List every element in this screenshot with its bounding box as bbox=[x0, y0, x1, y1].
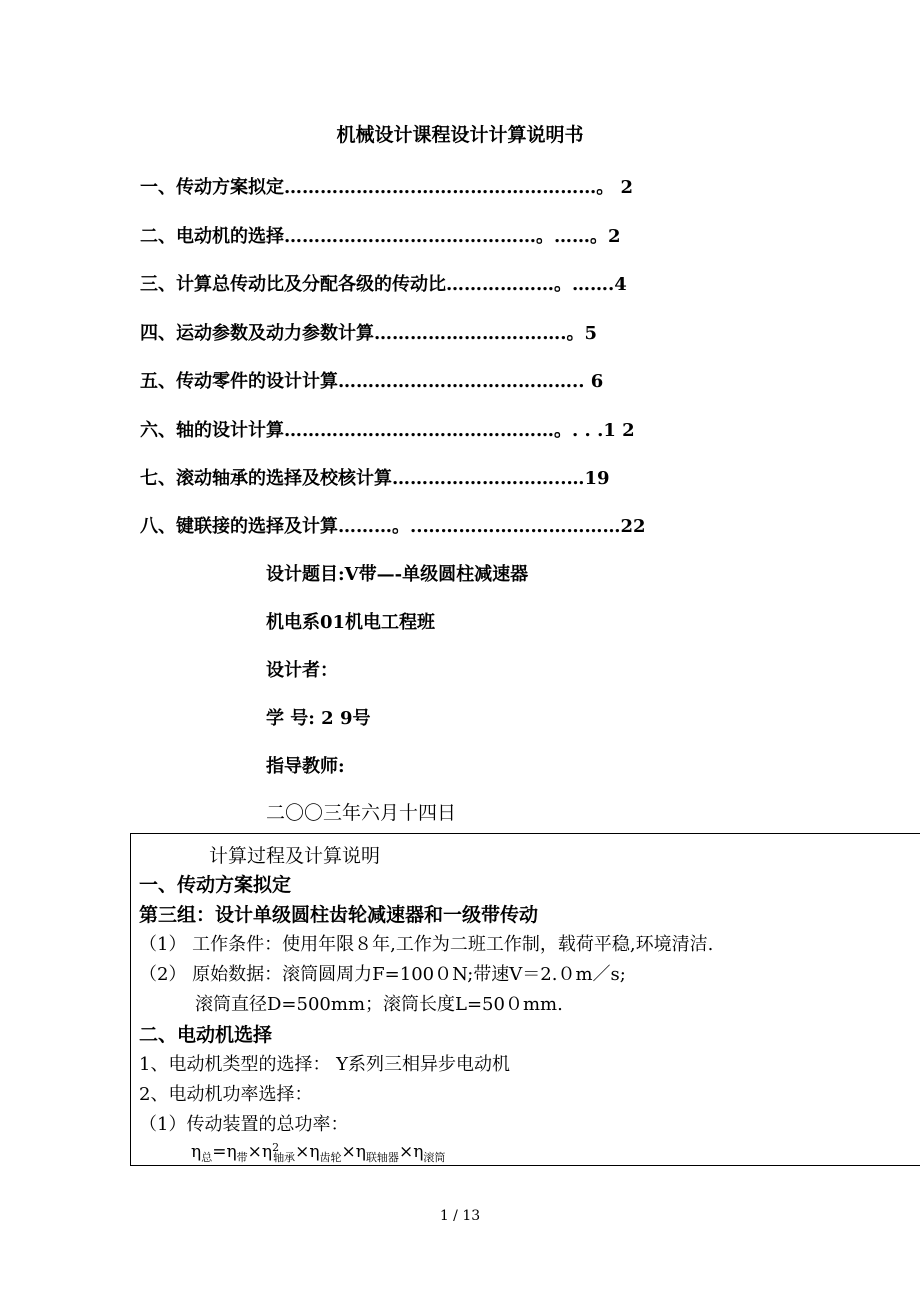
eta-symbol: η bbox=[191, 1142, 202, 1162]
eta-symbol: η bbox=[261, 1142, 273, 1162]
subscript: 滚筒 bbox=[423, 1151, 446, 1164]
efficiency-formula bbox=[191, 1141, 445, 1165]
design-subject: 设计题目:V带—-单级圆柱减速器 bbox=[266, 564, 529, 585]
toc-item: 四、运动参数及动力参数计算…………………….…….。5 bbox=[140, 323, 598, 344]
section-title: 一、传动方案拟定 bbox=[139, 874, 292, 896]
times: × bbox=[341, 1142, 356, 1162]
student-number: 学 号: 2 9号 bbox=[266, 708, 371, 729]
eta-symbol: η bbox=[226, 1142, 237, 1162]
calculation-table bbox=[130, 833, 920, 1166]
total-efficiency-label: （1）传动装置的总功率： bbox=[139, 1114, 349, 1135]
eta-symbol: η bbox=[413, 1142, 424, 1162]
toc-item: 五、传动零件的设计计算………………………………….. 6 bbox=[140, 371, 604, 392]
page-number: 1 / 13 bbox=[439, 1208, 481, 1224]
date: 二〇〇三年六月十四日 bbox=[266, 802, 457, 824]
subscript: 带 bbox=[236, 1151, 248, 1164]
toc-item: 八、键联接的选择及计算………。..……………………………22 bbox=[140, 516, 646, 537]
raw-data: （2） 原始数据：滚筒圆周力F=100０N;带速V＝2.０m／s; bbox=[139, 964, 626, 985]
toc-item: 六、轴的设计计算………………………………………。. . .1 2 bbox=[140, 420, 635, 441]
subscript: 齿轮 bbox=[319, 1151, 342, 1164]
section-title: 二、电动机选择 bbox=[139, 1024, 273, 1046]
page-title: 机械设计课程设计计算说明书 bbox=[336, 124, 584, 146]
raw-data-continued: 滚筒直径D=500mm；滚筒长度L=50０mm. bbox=[195, 994, 563, 1015]
toc-item: 七、滚动轴承的选择及校核计算………………………..…19 bbox=[140, 468, 610, 489]
subscript: 轴承 bbox=[273, 1151, 296, 1164]
motor-power: 2、电动机功率选择： bbox=[139, 1084, 313, 1105]
eta-symbol: η bbox=[309, 1142, 320, 1162]
subscript: 总 bbox=[201, 1151, 213, 1164]
work-conditions: （1） 工作条件：使用年限８年,工作为二班工作制，载荷平稳,环境清洁. bbox=[139, 934, 714, 955]
designer-label: 设计者： bbox=[266, 660, 338, 681]
toc-item: 二、电动机的选择……………………………………。……。2 bbox=[140, 226, 621, 247]
superscript: 2 bbox=[272, 1141, 280, 1154]
times: × bbox=[295, 1142, 310, 1162]
toc-item: 一、传动方案拟定………………….…………………………。 2 bbox=[140, 177, 634, 198]
advisor-label: 指导教师: bbox=[266, 756, 345, 777]
motor-type: 1、电动机类型的选择： Y系列三相异步电动机 bbox=[139, 1054, 511, 1075]
eta-symbol: η bbox=[355, 1142, 366, 1162]
section-heading: 计算过程及计算说明 bbox=[209, 845, 381, 867]
times: × bbox=[398, 1142, 414, 1162]
toc-item: 三、计算总传动比及分配各级的传动比………………。…….4 bbox=[140, 274, 627, 295]
subscript: 联轴器 bbox=[365, 1151, 399, 1164]
equals: = bbox=[212, 1142, 227, 1162]
times: × bbox=[247, 1142, 262, 1162]
group-title: 第三组：设计单级圆柱齿轮减速器和一级带传动 bbox=[139, 904, 539, 926]
class-name: 机电系01机电工程班 bbox=[266, 612, 436, 633]
